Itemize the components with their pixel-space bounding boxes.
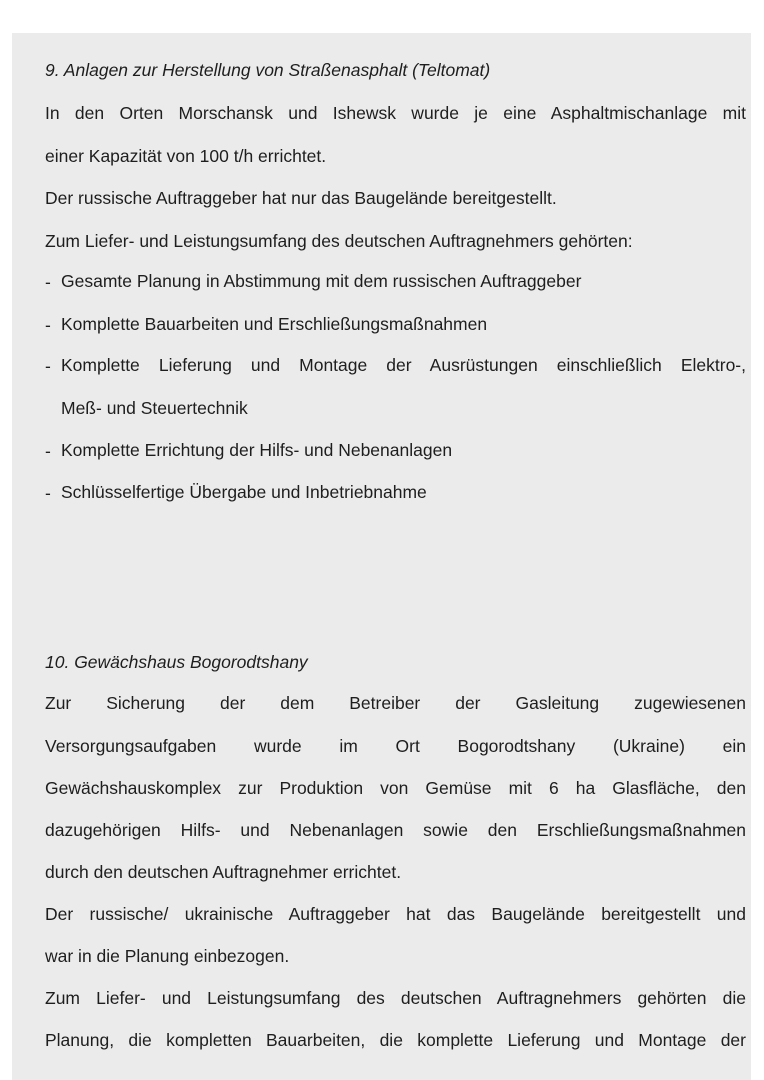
section-10-paragraph-3-line-1: Zum Liefer- und Leistungsumfang des deutschen Auftragnehmers gehörten die (45, 988, 746, 1008)
section-10-paragraph-1-line-2: Versorgungsaufgaben wurde im Ort Bogorodtshany (Ukraine) ein (45, 736, 746, 756)
section-10-paragraph-2-line-1: Der russische/ ukrainische Auftraggeber hat das Baugelände bereitgestellt und (45, 904, 746, 924)
section-9-heading: 9. Anlagen zur Herstellung von Straßenasphalt (Teltomat) (45, 60, 491, 80)
section-10-paragraph-2-line-2: war in die Planung einbezogen. (45, 946, 290, 966)
list-item-text: Komplette Errichtung der Hilfs- und Nebenanlagen (61, 440, 453, 460)
section-10-paragraph-1-line-1: Zur Sicherung der dem Betreiber der Gasleitung zugewiesenen (45, 693, 746, 713)
list-item-text: Schlüsselfertige Übergabe und Inbetriebnahme (61, 482, 427, 502)
section-10-paragraph-1-line-3: Gewächshauskomplex zur Produktion von Gemüse mit 6 ha Glasfläche, den (45, 778, 746, 798)
section-9-paragraph-1-line-1: In den Orten Morschansk und Ishewsk wurde je eine Asphaltmischanlage mit (45, 103, 746, 123)
section-10-heading: 10. Gewächshaus Bogorodtshany (45, 652, 308, 672)
section-10-paragraph-1-line-4: dazugehörigen Hilfs- und Nebenanlagen sowie den Erschließungsmaßnahmen (45, 820, 746, 840)
section-9-list-item-3-continuation: Meß- und Steuertechnik (61, 398, 248, 418)
list-item-text: Komplette Bauarbeiten und Erschließungsmaßnahmen (61, 314, 488, 334)
section-9-paragraph-2: Der russische Auftraggeber hat nur das Baugelände bereitgestellt. (45, 188, 557, 208)
section-10-paragraph-3-line-2: Planung, die kompletten Bauarbeiten, die komplette Lieferung und Montage der (45, 1030, 746, 1050)
list-bullet: - (45, 483, 51, 503)
list-bullet: - (45, 272, 51, 292)
section-9-paragraph-1-line-2: einer Kapazität von 100 t/h errichtet. (45, 146, 327, 166)
list-item-text: Komplette Lieferung und Montage der Ausrüstungen einschließlich Elektro-, (61, 355, 746, 375)
section-10-paragraph-1-line-5: durch den deutschen Auftragnehmer errichtet. (45, 862, 402, 882)
list-item-text: Gesamte Planung in Abstimmung mit dem russischen Auftraggeber (61, 271, 582, 291)
list-bullet: - (45, 315, 51, 335)
document-page (12, 33, 751, 1080)
list-bullet: - (45, 356, 51, 376)
section-9-paragraph-3: Zum Liefer- und Leistungsumfang des deutschen Auftragnehmers gehörten: (45, 231, 633, 251)
list-bullet: - (45, 441, 51, 461)
